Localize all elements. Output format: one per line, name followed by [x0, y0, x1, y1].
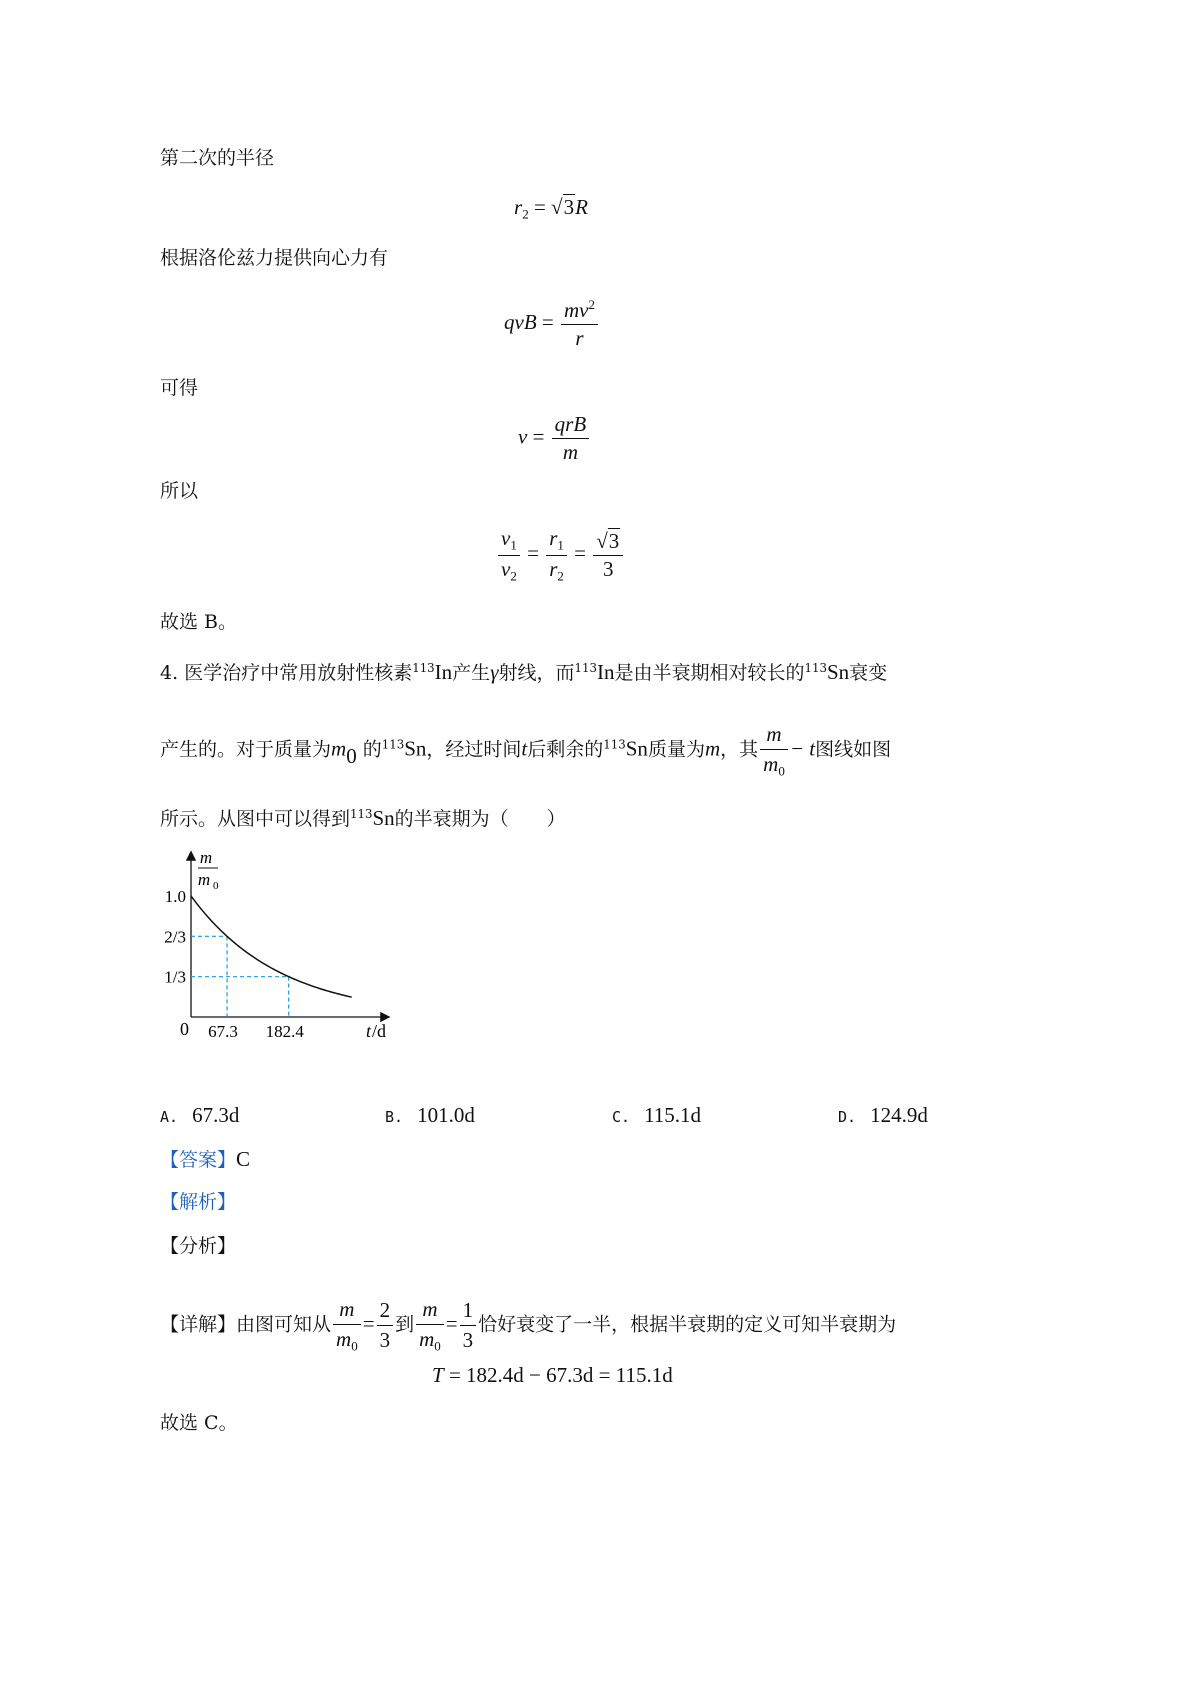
question-line-3: 所示。从图中可以得到$^{113}$Sn的半衰期为（ ） — [160, 806, 566, 830]
y-axis-label-den-sub: 0 — [213, 880, 219, 892]
question-number: 4. — [160, 662, 179, 684]
y-tick-label-2: 1/3 — [164, 967, 186, 987]
option-a[interactable]: A. 67.3d — [160, 1103, 240, 1127]
y-tick-label-0: 1.0 — [164, 887, 186, 906]
detail-label: 【详解】 — [160, 1313, 237, 1336]
equation-ratio: $\frac{v_1}{v_2}$ = $\frac{r_1}{r_2}$ = $\frac{√3}{3}$ — [496, 527, 625, 584]
answer-line — [160, 1147, 250, 1172]
option-b[interactable]: B. 101.0d — [385, 1103, 475, 1127]
equation-r2: $r_2 = √3R$ — [514, 195, 588, 222]
x-tick-label-0: 67.3 — [208, 1022, 238, 1041]
x-axis-label-unit: /d — [372, 1021, 387, 1041]
y-tick-label-1: 2/3 — [164, 927, 186, 947]
y-axis-label-den: m — [197, 870, 211, 889]
equation-T: T = 182.4d − 67.3d = 115.1d — [432, 1363, 673, 1387]
answer-label: 【答案】 — [160, 1149, 237, 1171]
decay-chart — [150, 845, 410, 1050]
equation-force: qvB = $\frac{mv^2}{r}$ — [504, 298, 600, 350]
origin-label: 0 — [180, 1019, 189, 1039]
decay-curve — [191, 896, 352, 997]
second-radius-label: 第二次的半径 — [160, 147, 275, 169]
y-axis-label-num: m — [199, 848, 213, 867]
final-conclusion: 故选 C。 — [160, 1412, 238, 1434]
x-axis-label-var: t — [366, 1021, 372, 1041]
answer-value: C — [236, 1147, 251, 1171]
option-c[interactable]: C. 115.1d — [612, 1103, 702, 1127]
option-d[interactable]: D. 124.9d — [838, 1103, 928, 1127]
question-line-2: 产生的。对于质量为m0 的$^{113}$Sn，经过时间t后剩余的$^{113}$Sn质量为m，其 $\frac{m}{m_0}$ − t图线如图 — [160, 722, 892, 779]
analysis-label: 【解析】 — [160, 1191, 237, 1213]
chart-dynamic-layer — [164, 887, 351, 1041]
kede-text: 可得 — [160, 377, 199, 399]
intro-conclusion: 故选 B。 — [160, 611, 238, 633]
suoyi-text: 所以 — [160, 480, 199, 502]
equation-v: v = $\frac{\text{qrB}}{m}$ — [518, 413, 591, 464]
detail-line: 【详解】由图可知从 $\frac{m}{m_0}$ = $\frac{2}{3}$ 到 $\frac{m}{m_0}$ = $\frac{1}{3}$ 恰好衰变了一半，根据半衰期的定义可知半衰期为 — [160, 1297, 897, 1354]
fenxi-label: 【分析】 — [160, 1235, 237, 1257]
x-tick-label-1: 182.4 — [265, 1022, 304, 1041]
lorentz-text: 根据洛伦兹力提供向心力有 — [160, 247, 389, 269]
question-line-1: 4. 医学治疗中常用放射性核素$^{113}$In产生γ射线，而$^{113}$In是由半衰期相对较长的$^{113}$Sn衰变 — [160, 660, 888, 684]
